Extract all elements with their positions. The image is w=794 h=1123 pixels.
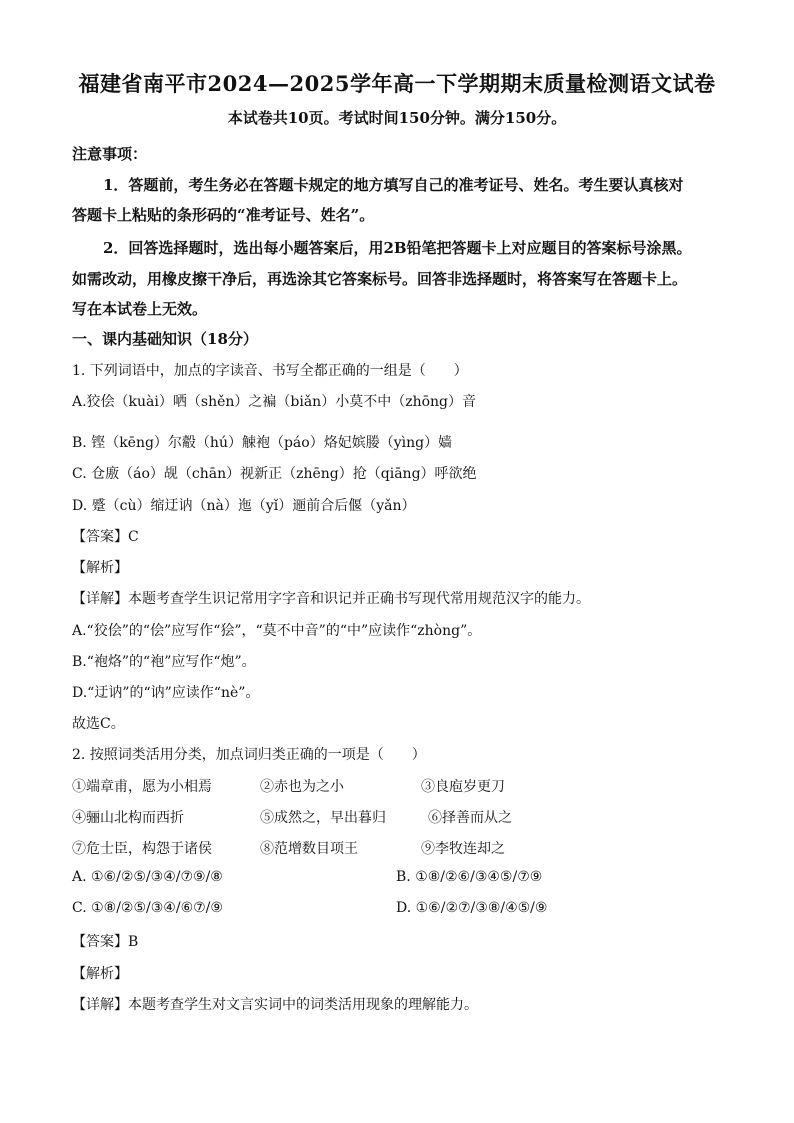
page-title: 福建省南平市2024—2025学年高一下学期期末质量检测语文试卷 [78, 71, 716, 96]
notes-item1-line1: 1．答题前，考生务必在答题卡规定的地方填写自己的准考证号、姓名。考生要认真核对 [103, 176, 684, 194]
notes-item2-line2: 如需改动，用橡皮擦干净后，再选涂其它答案标号。回答非选择题时，将答案写在答题卡上。 [72, 270, 688, 288]
notes-item1-line2: 答题卡上粘贴的条形码的“准考证号、姓名”。 [72, 206, 375, 224]
exam-info: 本试卷共10页。考试时间150分钟。满分150分。 [227, 109, 567, 127]
q2-item-9: ⑨李牧连却之 [421, 841, 505, 857]
q2-option-d: D. ①⑥/②⑦/③⑧/④⑤/⑨ [396, 900, 548, 916]
q1-explanation-b: B.“袍烙”的“袍”应写作“炮”。 [72, 654, 256, 670]
q1-option-b: B. 铿（kēng）尔觳（hú）觫袍（páo）烙妃嫔媵（yìng）嫱 [72, 435, 453, 451]
q2-analysis-label: 【解析】 [72, 966, 128, 982]
q2-item-3: ③良庖岁更刀 [421, 779, 505, 795]
q1-option-d: D. 蹙（cù）缩迂讷（nà）迤（yǐ）逦前合后偃（yǎn） [72, 498, 416, 514]
q1-option-c: C. 仓廒（áo）觇（chān）视新正（zhēng）抢（qiāng）呼欲绝 [72, 466, 477, 482]
q2-item-6: ⑥择善而从之 [428, 810, 512, 826]
q2-item-1: ①端章甫，愿为小相焉 [72, 779, 212, 795]
q1-stem: 1. 下列词语中，加点的字读音、书写全都正确的一组是（ ） [72, 363, 468, 379]
q2-option-b: B. ①⑧/②⑥/③④⑤/⑦⑨ [396, 869, 543, 885]
q1-explanation-d: D.“迂讷”的“讷”应读作“nè”。 [72, 685, 260, 701]
q2-item-8: ⑧范增数目项王 [260, 841, 358, 857]
q2-item-2: ②赤也为之小 [260, 779, 344, 795]
notes-item2-line1: 2．回答选择题时，选出每小题答案后，用2B铅笔把答题卡上对应题目的答案标号涂黑。 [103, 239, 692, 257]
q2-item-7: ⑦危士臣，构怨于诸侯 [72, 841, 212, 857]
q1-analysis-label: 【解析】 [72, 560, 128, 576]
q2-item-4: ④骊山北构而西折 [72, 810, 184, 826]
q1-explanation-a: A.“狡侩”的“侩”应写作“狯”，“莫不中音”的“中”应读作“zhòng”。 [72, 623, 482, 639]
q1-answer: 【答案】C [72, 529, 139, 545]
q2-stem: 2. 按照词类活用分类，加点词归类正确的一项是（ ） [72, 747, 426, 763]
q2-option-a: A. ①⑥/②⑤/③④/⑦⑨/⑧ [72, 869, 223, 885]
q2-item-5: ⑤成然之，早出暮归 [260, 810, 386, 826]
q1-conclusion: 故选C。 [72, 716, 125, 732]
notes-heading: 注意事项： [72, 145, 148, 163]
q1-detail: 【详解】本题考查学生识记常用字字音和识记并正确书写现代常用规范汉字的能力。 [72, 591, 590, 607]
q2-option-c: C. ①⑧/②⑤/③④/⑥⑦/⑨ [72, 900, 223, 916]
section-heading: 一、课内基础知识（18分） [72, 330, 258, 348]
q2-answer: 【答案】B [72, 934, 139, 950]
q2-detail: 【详解】本题考查学生对文言实词中的词类活用现象的理解能力。 [72, 997, 478, 1013]
notes-item2-line3: 写在本试卷上无效。 [72, 300, 208, 318]
q1-option-a: A.狡侩（kuài）哂（shěn）之褊（biǎn）小莫不中（zhōng）音 [72, 394, 476, 410]
